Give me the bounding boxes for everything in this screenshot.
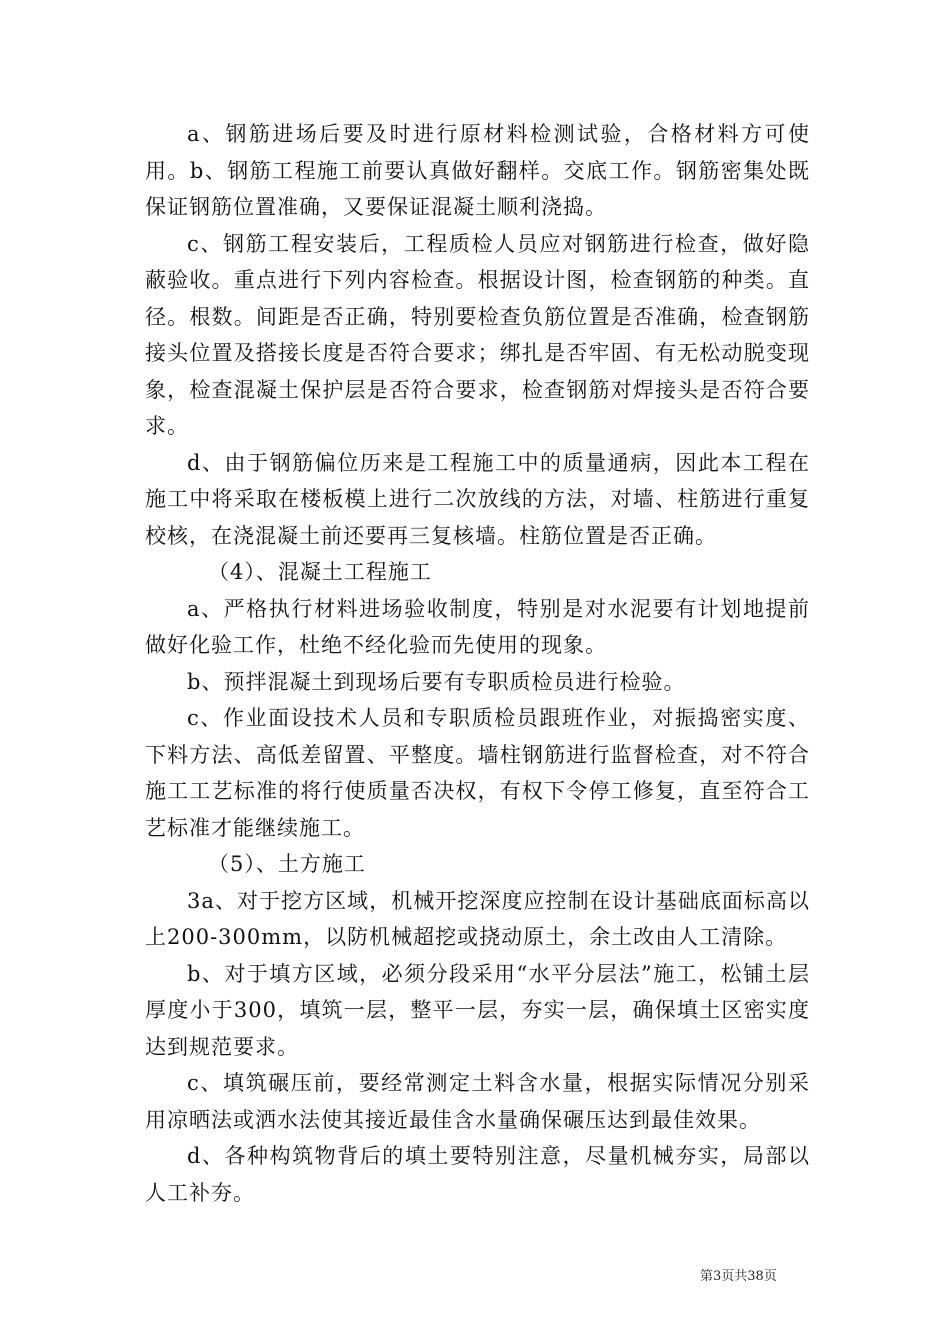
paragraph-rebar-material-check: a、钢筋进场后要及时进行原材料检测试验，合格材料方可使用。b、钢筋工程施工前要认真做好翻样。交底工作。钢筋密集处既保证钢筋位置准确，又要保证混凝土顺利浇捣。 xyxy=(145,122,810,219)
paragraph-backfill: d、各种构筑物背后的填土要特别注意，尽量机械夯实，局部以人工补夯。 xyxy=(145,1144,810,1205)
paragraph-rebar-inspection: c、钢筋工程安装后，工程质检人员应对钢筋进行检查，做好隐蔽验收。重点进行下列内容检查。根据设计图，检查钢筋的种类。直径。根数。间距是否正确，特别要检查负筋位置是否准确，检查钢筋接头位置及搭接长度是否符合要求；绑扎是否牢固、有无松动脱变现象，检查混凝土保护层是否符合要求，检查钢筋对焊接头是否符合要求。 xyxy=(145,231,810,438)
page-number: 第3页共38页 xyxy=(700,1269,777,1284)
paragraph-excavation: 3a、对于挖方区域，机械开挖深度应控制在设计基础底面标高以上200-300mm，以防机械超挖或挠动原土，余土改由人工清除。 xyxy=(145,888,810,949)
paragraph-filling: b、对于填方区域，必须分段采用“水平分层法”施工，松铺土层厚度小于300，填筑一层，整平一层，夯实一层，确保填土区密实度达到规范要求。 xyxy=(145,961,810,1059)
paragraph-concrete-supervision: c、作业面设技术人员和专职质检员跟班作业，对振捣密实度、下料方法、高低差留置、平整度。墙柱钢筋进行监督检查，对不符合施工工艺标准的将行使质量否决权，有权下令停工修复，直至符合工艺标准才能继续施工。 xyxy=(145,706,810,840)
paragraph-concrete-inspection: b、预拌混凝土到现场后要有专职质检员进行检验。 xyxy=(187,669,686,694)
paragraph-rebar-offset: d、由于钢筋偏位历来是工程施工中的质量通病，因此本工程在施工中将采取在楼板模上进行二次放线的方法，对墙、柱筋进行重复校核，在浇混凝土前还要再三复核墙。柱筋位置是否正确。 xyxy=(145,450,810,548)
section-heading-concrete: （4）、混凝土工程施工 xyxy=(208,560,432,584)
document-body xyxy=(145,116,810,1211)
section-heading-earthwork: （5）、土方施工 xyxy=(208,852,366,876)
paragraph-compaction: c、填筑碾压前，要经常测定土料含水量，根据实际情况分别采用凉晒法或洒水法使其接近最佳含水量确保碾压达到最佳效果。 xyxy=(145,1071,810,1132)
paragraph-concrete-acceptance: a、严格执行材料进场验收制度，特别是对水泥要有计划地提前做好化验工作，杜绝不经化验而先使用的现象。 xyxy=(145,596,810,657)
